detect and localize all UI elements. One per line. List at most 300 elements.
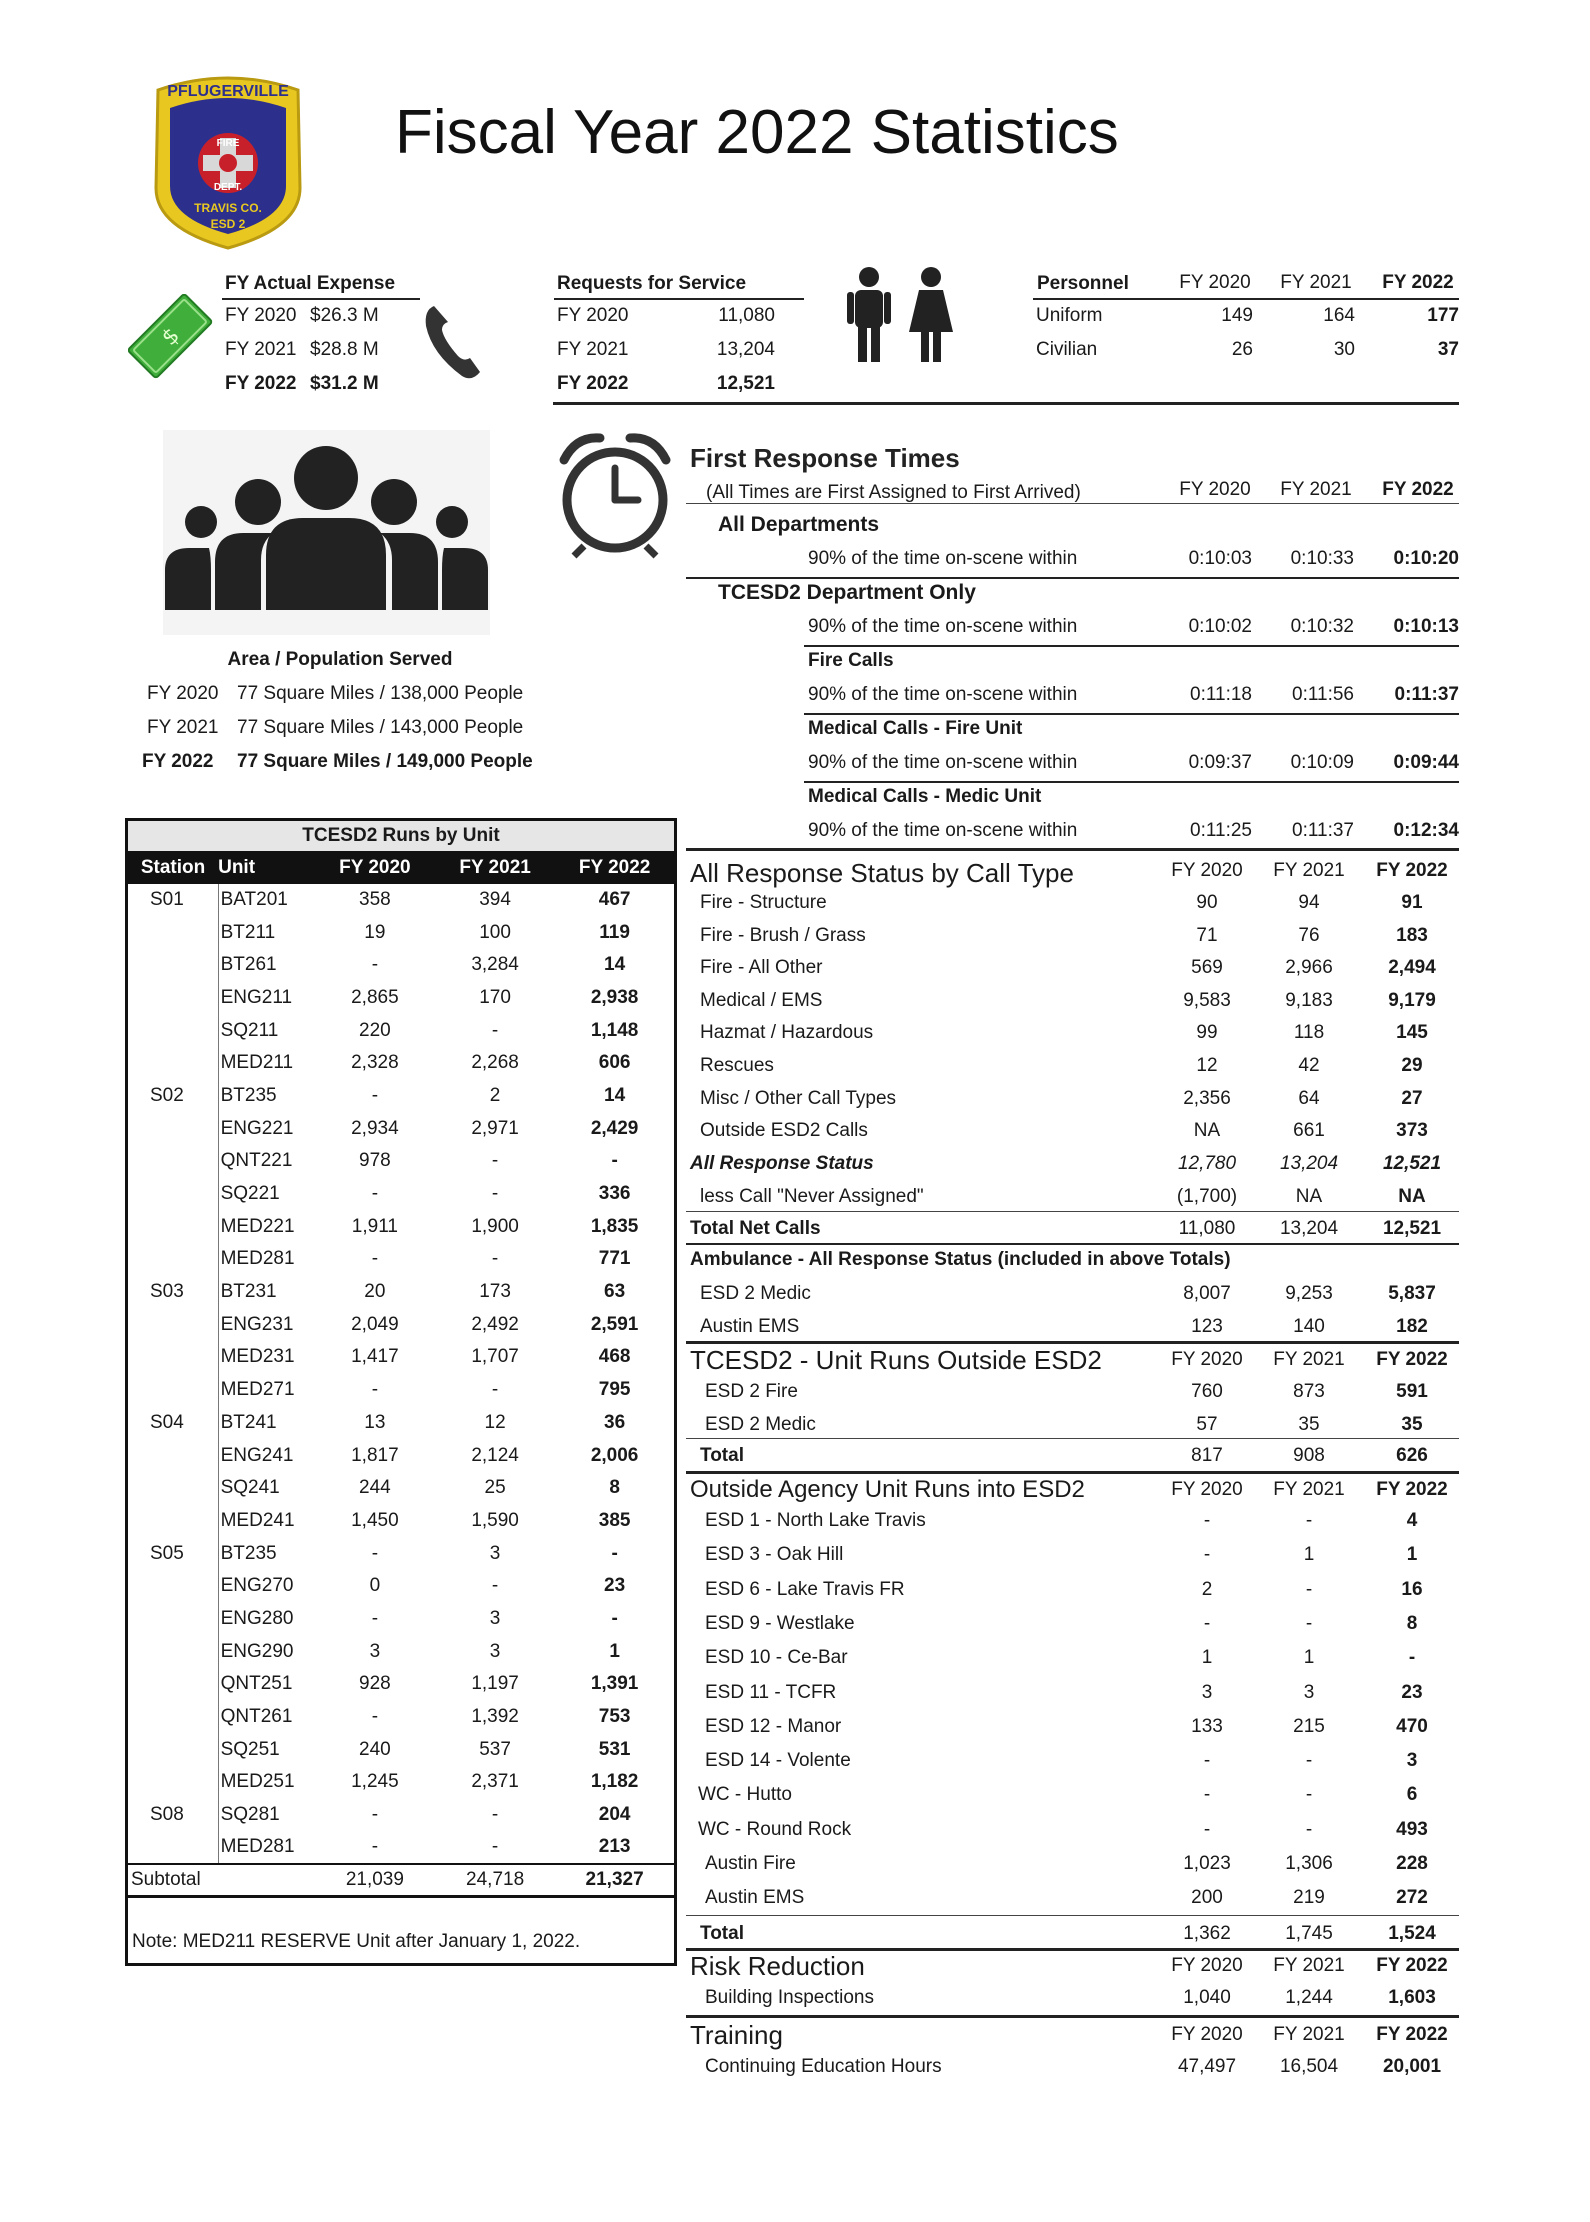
agency-value-7-2: 3: [1406, 1750, 1418, 1772]
runs-cell-fy2022: 204: [598, 1804, 631, 1826]
frt-value-4-2: 0:12:34: [1393, 820, 1459, 841]
runs-cell-fy2022: 14: [604, 1084, 626, 1106]
runs-cell-fy2022: -: [611, 1607, 618, 1629]
runs-cell-fy2020: 13: [364, 1411, 386, 1433]
runs-cell-unit: BT211: [220, 921, 276, 943]
agency-total-value-1: 1,745: [1285, 1923, 1333, 1944]
ambulance-value-1-1: 140: [1293, 1315, 1325, 1337]
calltype-col-0: FY 2020: [1171, 860, 1243, 881]
runs-cell-fy2022: 14: [604, 954, 626, 976]
runs-cell-fy2021: 1,392: [471, 1706, 519, 1728]
outside-total-label: Total: [700, 1445, 744, 1466]
training-col-1: FY 2021: [1273, 2024, 1345, 2045]
calltype-value-3-0: 9,583: [1183, 989, 1231, 1011]
outside-total-value-2: 626: [1396, 1445, 1428, 1466]
area-text-0: 77 Square Miles / 138,000 People: [237, 683, 524, 704]
training-row-value-0: 47,497: [1177, 2056, 1237, 2077]
personnel-value-0-1: 164: [1323, 305, 1355, 326]
personnel-col-2: FY 2022: [1382, 272, 1454, 293]
calltype-allstatus-value-1: 13,204: [1279, 1153, 1339, 1174]
runs-cell-fy2020: 358: [359, 888, 391, 910]
calltype-allstatus-value-2: 12,521: [1382, 1153, 1442, 1174]
runs-row: [127, 1276, 676, 1309]
frt-value-3-1: 0:10:09: [1290, 752, 1354, 773]
logo-top-text: PFLUGERVILLE: [167, 83, 289, 100]
runs-cell-fy2020: -: [371, 1183, 379, 1205]
area-text-2: 77 Square Miles / 149,000 People: [237, 751, 533, 772]
frt-value-2-2: 0:11:37: [1394, 684, 1459, 705]
runs-cell-unit: ENG280: [220, 1607, 294, 1629]
runs-cell-fy2021: -: [491, 1248, 499, 1270]
ambulance-value-1-2: 182: [1396, 1315, 1428, 1337]
calltype-value-1-0: 71: [1196, 924, 1218, 946]
runs-cell-unit: SQ241: [220, 1477, 280, 1499]
agency-value-2-1: -: [1305, 1578, 1313, 1600]
runs-cell-unit: SQ251: [220, 1738, 280, 1760]
runs-cell-station: [127, 1047, 219, 1080]
agency-value-11-0: 200: [1191, 1887, 1223, 1909]
requests-value-2: 12,521: [716, 373, 775, 394]
frt-row-label-2: 90% of the time on-scene within: [808, 684, 1078, 705]
calltype-value-7-0: NA: [1193, 1120, 1221, 1142]
agency-label-11: Austin EMS: [705, 1887, 805, 1909]
agency-total-value-0: 1,362: [1183, 1923, 1231, 1944]
runs-cell-fy2022: 385: [598, 1509, 631, 1531]
calltype-value-0-0: 90: [1196, 892, 1218, 913]
outside-title: TCESD2 - Unit Runs Outside ESD2: [690, 1345, 1102, 1375]
runs-cell-fy2020: 3: [369, 1640, 381, 1662]
agency-title: Outside Agency Unit Runs into ESD2: [690, 1476, 1085, 1503]
calltype-value-6-1: 64: [1298, 1087, 1320, 1109]
runs-cell-station: S03: [127, 1276, 219, 1309]
personnel-value-1-1: 30: [1333, 339, 1355, 360]
area-fy-0: FY 2020: [147, 683, 219, 704]
agency-total-label: Total: [700, 1923, 744, 1944]
runs-cell-fy2020: -: [371, 1542, 379, 1564]
calltype-label-6: Misc / Other Call Types: [700, 1087, 897, 1109]
agency-value-8-2: 6: [1406, 1784, 1418, 1806]
agency-value-5-0: 3: [1201, 1681, 1213, 1703]
frt-col-2: FY 2022: [1382, 479, 1454, 500]
runs-header-fy2021: FY 2021: [435, 852, 555, 884]
ambulance-value-0-0: 8,007: [1183, 1283, 1231, 1304]
runs-cell-unit: BT261: [220, 954, 277, 976]
requests-value-1: 13,204: [716, 339, 775, 360]
agency-label-8: WC - Hutto: [698, 1784, 792, 1806]
runs-cell-fy2022: 753: [598, 1706, 631, 1728]
runs-cell-station: [127, 1472, 219, 1505]
agency-label-3: ESD 9 - Westlake: [705, 1612, 855, 1634]
agency-value-6-0: 133: [1191, 1715, 1223, 1737]
requests-fy-1: FY 2021: [557, 339, 629, 360]
logo-bottom-text-1: TRAVIS CO.: [194, 201, 262, 215]
runs-row: [127, 1080, 676, 1113]
calltype-allstatus-value-0: 12,780: [1177, 1153, 1237, 1174]
runs-cell-station: [127, 1603, 219, 1636]
runs-row: [127, 916, 676, 949]
outside-value-0-0: 760: [1191, 1381, 1223, 1402]
runs-cell-fy2021: 3,284: [471, 954, 519, 976]
outside-label-1: ESD 2 Medic: [705, 1413, 816, 1435]
runs-cell-fy2021: 1,590: [471, 1509, 519, 1531]
training-row-value-1: 16,504: [1279, 2056, 1339, 2077]
agency-value-1-0: -: [1203, 1544, 1211, 1566]
frt-title: First Response Times: [690, 443, 960, 473]
calltype-value-6-0: 2,356: [1183, 1087, 1231, 1109]
runs-subtotal-label: Subtotal: [127, 1864, 315, 1897]
calltype-label-1: Fire - Brush / Grass: [700, 924, 866, 946]
runs-cell-fy2020: -: [371, 1804, 379, 1826]
ambulance-value-0-1: 9,253: [1285, 1283, 1333, 1304]
runs-cell-fy2022: 8: [609, 1477, 620, 1499]
runs-cell-unit: ENG270: [220, 1575, 294, 1597]
runs-cell-fy2020: 244: [359, 1477, 391, 1499]
runs-cell-station: [127, 1374, 219, 1407]
runs-cell-fy2020: -: [371, 1248, 379, 1270]
runs-row: [127, 1766, 676, 1799]
runs-cell-fy2021: 12: [484, 1411, 506, 1433]
runs-cell-station: [127, 1308, 219, 1341]
requests-value-0: 11,080: [718, 305, 775, 326]
agency-value-5-2: 23: [1401, 1681, 1423, 1703]
logo-bottom-text-2: ESD 2: [210, 217, 246, 231]
runs-cell-unit: SQ221: [220, 1183, 280, 1205]
agency-value-8-0: -: [1203, 1784, 1211, 1806]
runs-cell-station: [127, 1668, 219, 1701]
runs-cell-station: S08: [127, 1799, 219, 1832]
frt-value-1-0: 0:10:02: [1188, 616, 1252, 637]
agency-col-2: FY 2022: [1376, 1479, 1448, 1500]
runs-cell-station: [127, 1570, 219, 1603]
training-row-label: Continuing Education Hours: [705, 2056, 942, 2077]
runs-cell-unit: MED281: [220, 1248, 295, 1270]
runs-cell-unit: MED281: [220, 1836, 295, 1858]
agency-value-3-1: -: [1305, 1612, 1313, 1634]
runs-cell-station: S04: [127, 1407, 219, 1440]
area-text-1: 77 Square Miles / 143,000 People: [237, 717, 524, 738]
agency-value-10-2: 228: [1396, 1853, 1428, 1874]
agency-value-6-1: 215: [1293, 1715, 1325, 1737]
runs-cell-fy2021: 1,197: [471, 1673, 519, 1695]
calltype-label-5: Rescues: [700, 1055, 774, 1076]
runs-cell-fy2022: 63: [604, 1281, 626, 1303]
runs-row: [127, 884, 676, 917]
frt-value-2-0: 0:11:18: [1190, 684, 1252, 705]
agency-label-10: Austin Fire: [705, 1853, 796, 1874]
personnel-col-1: FY 2021: [1280, 272, 1352, 293]
frt-value-0-0: 0:10:03: [1188, 548, 1252, 569]
calltype-value-4-1: 118: [1293, 1022, 1325, 1044]
agency-value-0-1: -: [1305, 1510, 1313, 1531]
personnel-value-1-2: 37: [1437, 339, 1459, 360]
runs-cell-fy2022: 1: [609, 1640, 620, 1662]
svg-text:$: $: [157, 323, 185, 351]
agency-total-value-2: 1,524: [1388, 1923, 1436, 1944]
agency-col-0: FY 2020: [1171, 1479, 1243, 1500]
personnel-header: Personnel: [1037, 273, 1129, 294]
frt-value-3-2: 0:09:44: [1393, 752, 1459, 773]
risk-row-value-0: 1,040: [1183, 1987, 1231, 2008]
runs-cell-unit: QNT221: [220, 1150, 293, 1172]
frt-value-0-2: 0:10:20: [1393, 548, 1459, 569]
frt-group-label-4: Medical Calls - Medic Unit: [808, 786, 1042, 807]
runs-cell-unit: BAT201: [220, 888, 288, 910]
runs-row: [127, 1341, 676, 1374]
agency-col-1: FY 2021: [1273, 1479, 1345, 1500]
runs-cell-fy2020: 2,934: [351, 1117, 399, 1139]
ambulance-value-0-2: 5,837: [1388, 1283, 1436, 1304]
group-icon: [163, 430, 490, 635]
alarm-clock-icon: [556, 430, 674, 560]
runs-row: [127, 1308, 676, 1341]
frt-group-label-1: TCESD2 Department Only: [718, 581, 976, 604]
runs-caption: TCESD2 Runs by Unit: [127, 820, 676, 852]
runs-row: [127, 1112, 676, 1145]
outside-label-0: ESD 2 Fire: [705, 1381, 798, 1402]
runs-cell-fy2020: 1,911: [351, 1215, 398, 1237]
runs-cell-fy2022: 468: [598, 1346, 631, 1368]
department-logo: [150, 68, 306, 250]
runs-cell-fy2021: -: [491, 1575, 499, 1597]
personnel-value-0-0: 149: [1221, 305, 1253, 326]
page-title: Fiscal Year 2022 Statistics: [395, 98, 1119, 167]
runs-cell-fy2022: 2,429: [590, 1117, 639, 1139]
runs-cell-station: [127, 1505, 219, 1538]
runs-cell-fy2022: -: [611, 1150, 618, 1172]
runs-cell-fy2020: 20: [364, 1281, 386, 1303]
area-fy-2: FY 2022: [142, 751, 214, 772]
runs-row: [127, 1635, 676, 1668]
runs-cell-fy2022: -: [611, 1542, 618, 1564]
agency-value-9-1: -: [1305, 1818, 1313, 1840]
runs-cell-unit: BT235: [220, 1084, 277, 1106]
agency-value-1-2: 1: [1406, 1544, 1418, 1566]
runs-cell-unit: MED221: [220, 1215, 295, 1237]
calltype-value-5-1: 42: [1298, 1055, 1320, 1076]
runs-cell-unit: SQ211: [220, 1019, 279, 1041]
outside-total-value-0: 817: [1191, 1445, 1223, 1466]
runs-cell-unit: MED241: [220, 1509, 295, 1531]
agency-label-5: ESD 11 - TCFR: [705, 1681, 837, 1703]
runs-cell-fy2022: 1,148: [590, 1019, 639, 1041]
runs-cell-unit: BT241: [220, 1411, 277, 1433]
runs-cell-station: [127, 1112, 219, 1145]
runs-row: [127, 1570, 676, 1603]
frt-col-0: FY 2020: [1179, 479, 1251, 500]
runs-cell-station: [127, 949, 219, 982]
ambulance-value-1-0: 123: [1191, 1315, 1223, 1337]
expense-fy-1: FY 2021: [225, 339, 297, 360]
agency-value-9-2: 493: [1396, 1818, 1428, 1840]
area-fy-1: FY 2021: [147, 717, 219, 738]
runs-cell-station: [127, 916, 219, 949]
runs-cell-fy2022: 531: [598, 1738, 631, 1760]
logo-inner-bottom: DEPT.: [213, 182, 243, 193]
runs-cell-fy2022: 1,182: [590, 1771, 639, 1793]
runs-cell-station: S05: [127, 1537, 219, 1570]
runs-cell-station: [127, 1831, 219, 1864]
runs-cell-unit: ENG290: [220, 1640, 294, 1662]
calltype-value-5-0: 12: [1196, 1055, 1218, 1076]
runs-cell-fy2020: -: [371, 1836, 379, 1858]
runs-cell-fy2021: 3: [489, 1542, 501, 1564]
outside-col-0: FY 2020: [1171, 1349, 1243, 1370]
agency-value-5-1: 3: [1303, 1681, 1315, 1703]
runs-cell-fy2021: 2,492: [471, 1313, 519, 1335]
runs-cell-fy2021: 394: [479, 888, 511, 910]
runs-row: [127, 1701, 676, 1734]
logo-inner-top: FIRE: [216, 138, 240, 149]
personnel-icon: [843, 266, 958, 364]
runs-header-station: Station: [127, 852, 219, 884]
expense-value-2: $31.2 M: [310, 373, 379, 394]
runs-cell-fy2021: 2,124: [471, 1444, 519, 1466]
runs-subtotal-fy2020: 21,039: [315, 1864, 435, 1897]
calltype-value-1-2: 183: [1396, 924, 1428, 946]
outside-col-2: FY 2022: [1376, 1349, 1448, 1370]
runs-cell-fy2021: -: [491, 1379, 499, 1401]
frt-group-label-0: All Departments: [718, 513, 880, 536]
agency-label-6: ESD 12 - Manor: [705, 1715, 842, 1737]
runs-cell-unit: ENG221: [220, 1117, 294, 1139]
personnel-col-0: FY 2020: [1179, 272, 1251, 293]
personnel-label-0: Uniform: [1036, 305, 1103, 326]
calltype-value-5-2: 29: [1401, 1055, 1423, 1076]
agency-value-6-2: 470: [1396, 1715, 1428, 1737]
agency-value-4-1: 1: [1303, 1647, 1315, 1669]
calltype-less-label: less Call "Never Assigned": [700, 1186, 924, 1207]
expense-fy-0: FY 2020: [225, 305, 297, 326]
runs-cell-station: [127, 1178, 219, 1211]
calltype-value-1-1: 76: [1298, 924, 1320, 946]
runs-cell-station: S02: [127, 1080, 219, 1113]
runs-cell-fy2021: -: [491, 1150, 499, 1172]
expense-value-1: $28.8 M: [310, 339, 379, 360]
calltype-label-3: Medical / EMS: [700, 989, 823, 1011]
calltype-label-0: Fire - Structure: [700, 892, 827, 913]
runs-cell-fy2020: 240: [359, 1738, 391, 1760]
runs-row: [127, 1537, 676, 1570]
agency-value-11-1: 219: [1293, 1887, 1325, 1909]
frt-value-4-0: 0:11:25: [1190, 820, 1252, 841]
agency-value-7-0: -: [1203, 1750, 1211, 1772]
calltype-allstatus-label: All Response Status: [690, 1153, 874, 1174]
frt-group-label-3: Medical Calls - Fire Unit: [808, 718, 1023, 739]
risk-col-2: FY 2022: [1376, 1955, 1448, 1976]
runs-cell-fy2021: 2: [489, 1084, 501, 1106]
calltype-total-value-0: 11,080: [1178, 1218, 1236, 1239]
outside-col-1: FY 2021: [1273, 1349, 1345, 1370]
runs-cell-unit: ENG231: [220, 1313, 294, 1335]
runs-cell-fy2020: 2,865: [351, 986, 399, 1008]
frt-row-label-1: 90% of the time on-scene within: [808, 616, 1078, 637]
runs-header-fy2020: FY 2020: [315, 852, 435, 884]
calltype-total-value-2: 12,521: [1382, 1218, 1442, 1239]
agency-value-3-2: 8: [1406, 1612, 1418, 1634]
runs-cell-fy2021: 1,900: [471, 1215, 519, 1237]
runs-cell-fy2020: -: [371, 1706, 379, 1728]
runs-row: [127, 1505, 676, 1538]
phone-icon: [420, 296, 490, 384]
frt-value-2-1: 0:11:56: [1292, 684, 1354, 705]
outside-value-0-1: 873: [1293, 1381, 1325, 1402]
personnel-value-0-2: 177: [1427, 305, 1459, 326]
requests-fy-2: FY 2022: [557, 373, 629, 394]
runs-cell-unit: QNT261: [220, 1706, 293, 1728]
calltype-label-7: Outside ESD2 Calls: [700, 1120, 868, 1142]
runs-row: [127, 1047, 676, 1080]
risk-row-value-1: 1,244: [1285, 1987, 1333, 2008]
runs-cell-fy2022: 606: [598, 1052, 631, 1074]
calltype-total-label: Total Net Calls: [690, 1218, 821, 1239]
frt-value-3-0: 0:09:37: [1188, 752, 1252, 773]
runs-cell-station: [127, 1733, 219, 1766]
runs-cell-unit: QNT251: [220, 1673, 293, 1695]
runs-cell-unit: BT231: [220, 1281, 277, 1303]
runs-cell-fy2022: 467: [598, 888, 631, 910]
runs-cell-station: [127, 1243, 219, 1276]
runs-cell-fy2020: 928: [359, 1673, 391, 1695]
calltype-less-value-1: NA: [1295, 1186, 1323, 1207]
agency-value-0-0: -: [1203, 1510, 1211, 1531]
expense-value-0: $26.3 M: [310, 305, 379, 326]
runs-cell-fy2021: -: [491, 1804, 499, 1826]
runs-cell-station: [127, 1210, 219, 1243]
agency-label-0: ESD 1 - North Lake Travis: [705, 1510, 926, 1531]
runs-cell-fy2021: 537: [479, 1738, 511, 1760]
calltype-total-value-1: 13,204: [1279, 1218, 1339, 1239]
calltype-value-6-2: 27: [1401, 1087, 1423, 1109]
calltype-value-0-2: 91: [1401, 892, 1423, 913]
outside-total-value-1: 908: [1293, 1445, 1325, 1466]
runs-cell-fy2020: 978: [359, 1150, 391, 1172]
runs-note: Note: MED211 RESERVE Unit after January 1, 2022.: [132, 1931, 581, 1953]
area-header: Area / Population Served: [227, 649, 453, 670]
runs-cell-fy2020: 2,328: [351, 1052, 399, 1074]
runs-cell-fy2020: 220: [359, 1019, 391, 1041]
runs-cell-unit: ENG241: [220, 1444, 294, 1466]
outside-value-0-2: 591: [1396, 1381, 1428, 1402]
runs-cell-fy2022: 119: [599, 921, 630, 943]
runs-cell-fy2022: 2,938: [590, 986, 639, 1008]
training-row-value-2: 20,001: [1382, 2056, 1442, 2077]
calltype-col-2: FY 2022: [1376, 860, 1448, 881]
calltype-title: All Response Status by Call Type: [690, 858, 1074, 888]
requests-header: Requests for Service: [557, 273, 747, 294]
runs-cell-station: [127, 1439, 219, 1472]
agency-label-1: ESD 3 - Oak Hill: [705, 1544, 844, 1566]
personnel-label-1: Civilian: [1036, 339, 1098, 360]
outside-value-1-2: 35: [1401, 1413, 1423, 1435]
runs-subtotal-fy2022: 21,327: [555, 1864, 675, 1897]
frt-row-label-0: 90% of the time on-scene within: [808, 548, 1078, 569]
risk-row-label: Building Inspections: [705, 1987, 874, 2008]
runs-row: [127, 1210, 676, 1243]
runs-cell-fy2021: 25: [484, 1477, 506, 1499]
personnel-value-1-0: 26: [1231, 339, 1253, 360]
frt-row-label-3: 90% of the time on-scene within: [808, 752, 1078, 773]
runs-row: [127, 982, 676, 1015]
calltype-value-3-2: 9,179: [1388, 989, 1436, 1011]
runs-subtotal-fy2021: 24,718: [435, 1864, 555, 1897]
calltype-label-4: Hazmat / Hazardous: [700, 1022, 874, 1044]
frt-value-4-1: 0:11:37: [1292, 820, 1354, 841]
calltype-value-2-1: 2,966: [1285, 957, 1333, 979]
risk-row-value-2: 1,603: [1388, 1987, 1436, 2008]
runs-row: [127, 1439, 676, 1472]
agency-label-9: WC - Round Rock: [698, 1818, 852, 1840]
agency-value-2-2: 16: [1401, 1578, 1423, 1600]
